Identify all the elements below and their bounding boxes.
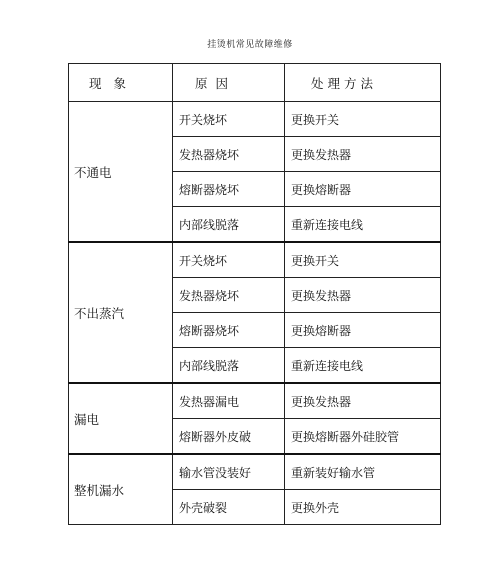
- method-cell: 更换熔断器: [285, 172, 441, 207]
- table-row: [69, 242, 441, 278]
- method-cell: 更换外壳: [285, 490, 441, 525]
- phenomenon-cell: 不通电: [69, 102, 173, 243]
- fault-repair-table: [68, 63, 441, 525]
- cause-cell: 发热器烧坏: [173, 137, 285, 172]
- table-row: [69, 383, 441, 419]
- method-cell: 更换开关: [285, 102, 441, 137]
- cause-cell: 输水管没装好: [173, 454, 285, 490]
- cause-cell: 熔断器烧坏: [173, 313, 285, 348]
- method-cell: 更换开关: [285, 242, 441, 278]
- header-phenomenon: 现象: [69, 64, 173, 102]
- header-cause: 原因: [173, 64, 285, 102]
- cause-cell: 开关烧坏: [173, 242, 285, 278]
- cause-cell: 内部线脱落: [173, 348, 285, 384]
- cause-cell: 发热器漏电: [173, 383, 285, 419]
- cause-cell: 熔断器烧坏: [173, 172, 285, 207]
- method-cell: 更换发热器: [285, 278, 441, 313]
- phenomenon-cell: 不出蒸汽: [69, 242, 173, 383]
- header-method: 处理方法: [285, 64, 441, 102]
- method-cell: 重新装好输水管: [285, 454, 441, 490]
- method-cell: 更换熔断器: [285, 313, 441, 348]
- phenomenon-cell: 整机漏水: [69, 454, 173, 525]
- cause-cell: 熔断器外皮破: [173, 419, 285, 455]
- cause-cell: 发热器烧坏: [173, 278, 285, 313]
- method-cell: 重新连接电线: [285, 207, 441, 243]
- cause-cell: 内部线脱落: [173, 207, 285, 243]
- page-title: 挂烫机常见故障维修: [207, 40, 293, 50]
- table-row: [69, 454, 441, 490]
- phenomenon-cell: 漏电: [69, 383, 173, 454]
- method-cell: 更换发热器: [285, 137, 441, 172]
- cause-cell: 开关烧坏: [173, 102, 285, 137]
- method-cell: 更换发热器: [285, 383, 441, 419]
- table-row: [69, 102, 441, 137]
- method-cell: 重新连接电线: [285, 348, 441, 384]
- cause-cell: 外壳破裂: [173, 490, 285, 525]
- method-cell: 更换熔断器外硅胶管: [285, 419, 441, 455]
